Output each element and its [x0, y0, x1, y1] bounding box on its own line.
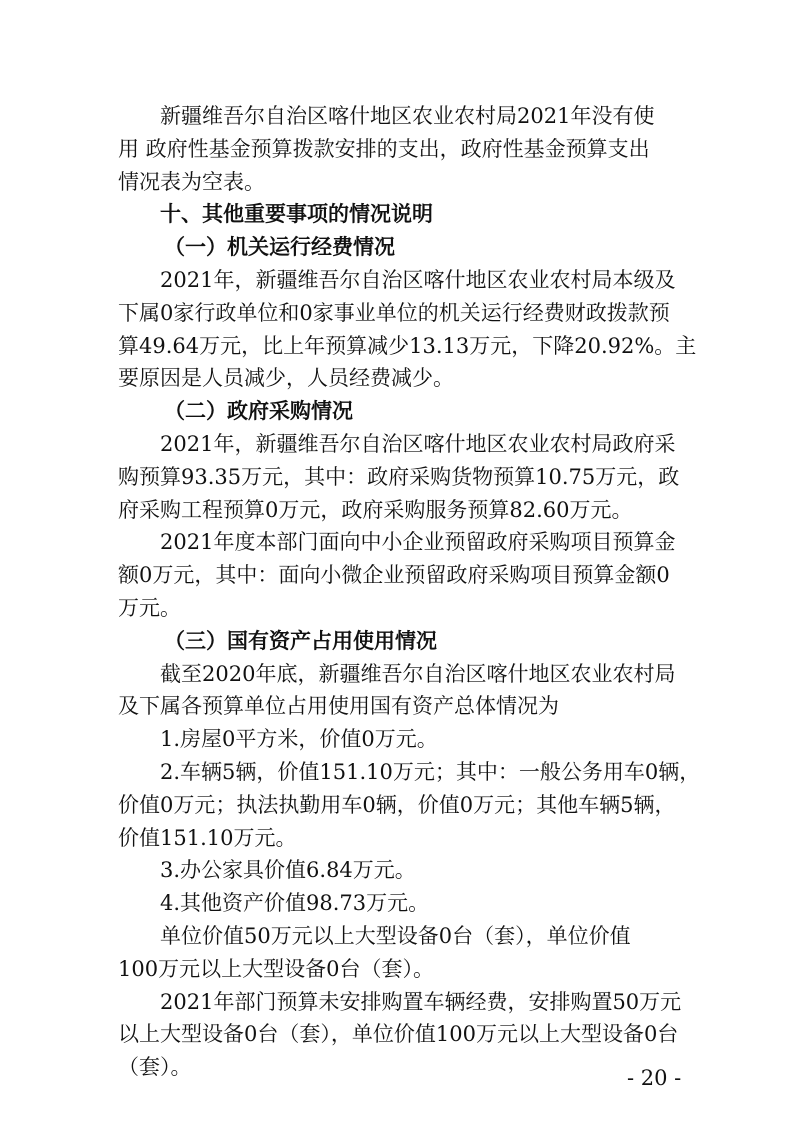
text-line: 下属0家行政单位和0家事业单位的机关运行经费财政拨款预: [118, 300, 670, 325]
text-line: 价值0万元；执法执勤用车0辆，价值0万元；其他车辆5辆，: [118, 792, 676, 817]
text-line: 2021年度本部门面向中小企业预留政府采购项目预算金: [160, 530, 676, 555]
subsection-1-heading: （一）机关运行经费情况: [164, 235, 395, 260]
assets-intro-paragraph: [118, 658, 683, 724]
text-line: 3.办公家具价值6.84万元。: [160, 858, 416, 883]
page-number: - 20 -: [627, 1066, 682, 1090]
operating-cost-paragraph: [118, 264, 697, 395]
text-line: 算49.64万元，比上年预算减少13.13万元，下降20.92%。主: [118, 333, 697, 358]
text-line: 2021年，新疆维吾尔自治区喀什地区农业农村局本级及: [160, 267, 676, 292]
text-line: 100万元以上大型设备0台（套）。: [118, 956, 434, 981]
text-line: 新疆维吾尔自治区喀什地区农业农村局2021年没有使: [160, 104, 655, 128]
text-line: 府采购工程预算0万元，政府采购服务预算82.60万元。: [118, 497, 633, 522]
text-line: 购预算93.35万元，其中：政府采购货物预算10.75万元，政: [118, 464, 680, 489]
document-page: [118, 100, 701, 1084]
text-line: 情况表为空表。: [118, 169, 265, 194]
asset-item-housing: [118, 723, 683, 756]
text-line: 用 政府性基金预算拨款安排的支出，政府性基金预算支出: [118, 136, 650, 161]
sme-procurement-paragraph: [118, 526, 683, 624]
text-line: 价值151.10万元。: [118, 825, 297, 850]
asset-item-vehicles: [118, 756, 701, 854]
text-line: 截至2020年底，新疆维吾尔自治区喀什地区农业农村局: [160, 661, 676, 686]
text-line: 2.车辆5辆，价值151.10万元；其中：一般公务用车0辆，: [160, 759, 701, 784]
text-line: 1.房屋0平方米，价值0万元。: [160, 727, 438, 752]
text-line: 4.其他资产价值98.73万元。: [160, 891, 430, 916]
text-line: 2021年，新疆维吾尔自治区喀什地区农业农村局政府采: [160, 431, 676, 456]
text-line: 及下属各预算单位占用使用国有资产总体情况为: [118, 694, 559, 719]
text-line: （套）。: [118, 1055, 192, 1080]
equipment-paragraph: [118, 920, 683, 986]
text-line: 要原因是人员减少，人员经费减少。: [118, 366, 454, 391]
subsection-2-heading: （二）政府采购情况: [164, 399, 353, 424]
asset-item-other: [118, 887, 683, 920]
procurement-paragraph: [118, 428, 683, 526]
budget-purchase-paragraph: [118, 986, 683, 1084]
section-10-heading: 十、其他重要事项的情况说明: [160, 202, 433, 227]
text-line: 单位价值50万元以上大型设备0台（套），单位价值: [160, 923, 631, 948]
text-line: 额0万元，其中：面向小微企业预留政府采购项目预算金额0: [118, 563, 670, 588]
fund-paragraph: [118, 100, 683, 198]
subsection-3-heading: （三）国有资产占用使用情况: [164, 628, 437, 653]
text-line: 万元。: [118, 595, 181, 620]
text-line: 2021年部门预算未安排购置车辆经费，安排购置50万元: [160, 989, 682, 1014]
asset-item-furniture: [118, 854, 683, 887]
text-line: 以上大型设备0台（套），单位价值100万元以上大型设备0台: [118, 1022, 679, 1047]
